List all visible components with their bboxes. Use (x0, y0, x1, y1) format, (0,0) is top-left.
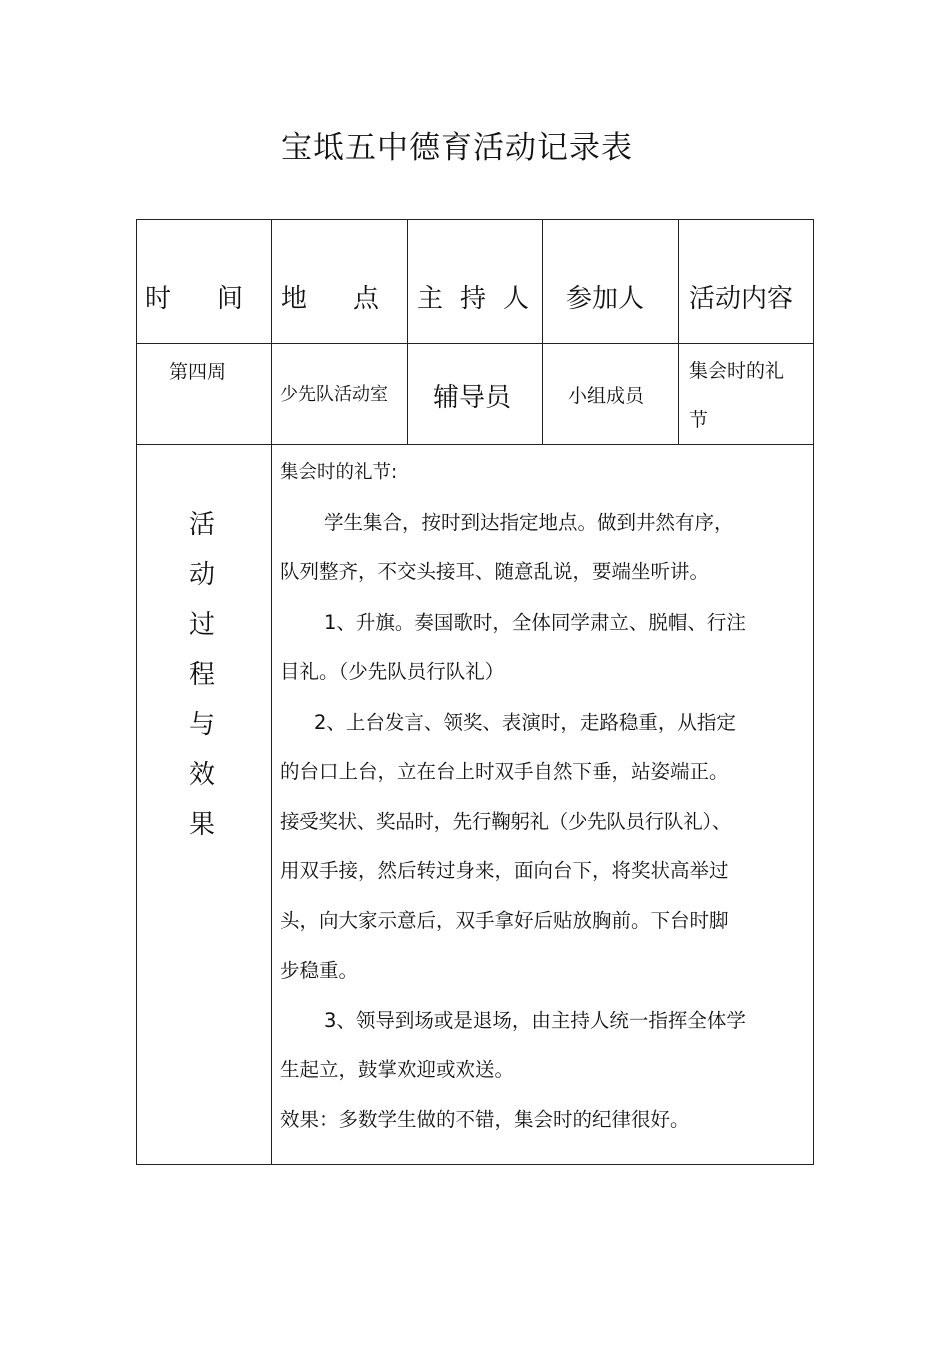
process-line: 接受奖状、奖品时，先行鞠躬礼（少先队员行队礼）、 (280, 810, 732, 833)
process-line: 头，向大家示意后，双手拿好后贴放胸前。下台时脚 (280, 909, 729, 932)
cell-content-line-1: 集会时的礼 (689, 360, 785, 382)
process-line: 2、上台发言、领奖、表演时，走路稳重，从指定 (314, 711, 736, 734)
header-place (281, 278, 379, 315)
header-place-char-2: 点 (352, 284, 379, 314)
process-label-char: 与 (188, 710, 215, 740)
header-host (417, 278, 529, 315)
process-label-char: 动 (188, 560, 215, 590)
cell-participants: 小组成员 (568, 385, 645, 407)
process-line: 的台口上台，立在台上时双手自然下垂，站姿端正。 (280, 760, 729, 783)
record-table (136, 219, 814, 1165)
process-line: 效果：多数学生做的不错，集会时的纪律很好。 (280, 1108, 690, 1131)
process-label-char: 果 (188, 810, 215, 840)
process-label-char: 程 (188, 660, 215, 690)
divider (137, 343, 813, 344)
process-line: 生起立，鼓掌欢迎或欢送。 (280, 1058, 515, 1081)
cell-place: 少先队活动室 (280, 384, 388, 405)
divider (542, 220, 543, 445)
cell-time: 第四周 (169, 361, 227, 383)
process-line: 3、领导到场或是退场，由主持人统一指挥全体学 (324, 1009, 746, 1032)
process-label-char: 活 (188, 510, 215, 540)
document-title: 宝坻五中德育活动记录表 (281, 130, 633, 166)
process-line: 1、升旗。奏国歌时，全体同学肃立、脱帽、行注 (324, 611, 746, 634)
header-host-char-1: 主 (417, 284, 444, 314)
process-label-char: 过 (188, 610, 215, 640)
process-line: 步稳重。 (280, 959, 359, 982)
header-time-char-2: 间 (216, 284, 243, 314)
header-host-char-2: 持 (459, 284, 486, 314)
process-label (172, 500, 232, 850)
header-participants: 参加人 (566, 284, 645, 314)
header-content: 活动内容 (689, 284, 794, 314)
process-label-char: 效 (188, 760, 215, 790)
process-line: 学生集合，按时到达指定地点。做到井然有序， (324, 511, 734, 534)
process-line: 目礼。（少先队员行队礼） (280, 660, 505, 683)
cell-host: 辅导员 (433, 383, 512, 413)
cell-content-line-2: 节 (689, 409, 709, 431)
header-time (145, 278, 243, 315)
divider (407, 220, 408, 445)
header-host-char-3: 人 (502, 284, 529, 314)
process-line: 集会时的礼节: (280, 462, 398, 483)
process-line: 用双手接，然后转过身来，面向台下，将奖状高举过 (280, 859, 729, 882)
header-place-char-1: 地 (281, 284, 308, 314)
process-section (137, 444, 813, 1164)
process-line: 队列整齐，不交头接耳、随意乱说，要端坐听讲。 (280, 560, 710, 583)
divider (678, 220, 679, 445)
header-time-char-1: 时 (145, 284, 172, 314)
